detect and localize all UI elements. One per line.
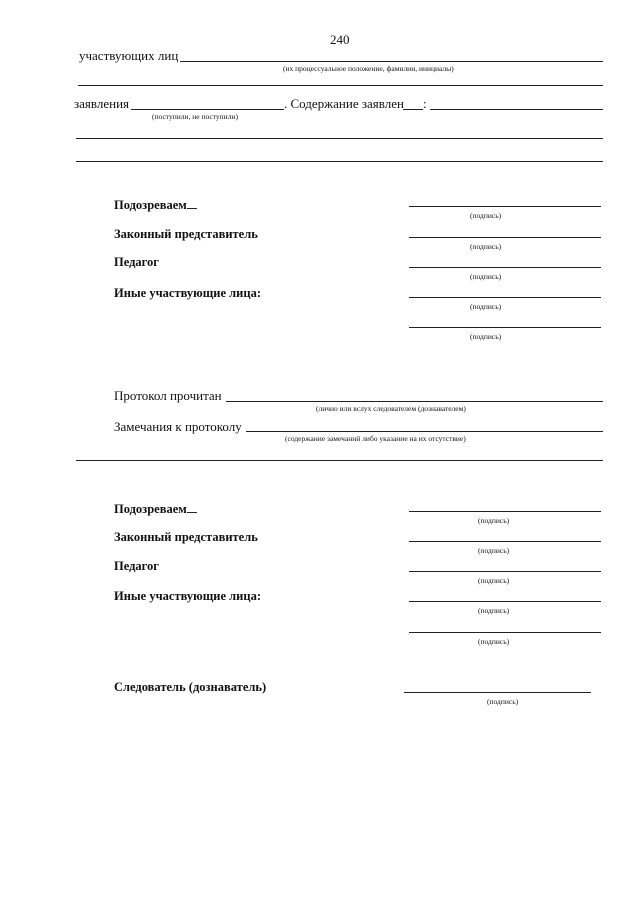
others-sig-line-1b[interactable] — [409, 327, 601, 328]
others-sig-caption-1b: (подпись) — [470, 332, 502, 341]
protocol-read-line[interactable] — [226, 401, 603, 402]
others-sig-line-2a[interactable] — [409, 601, 601, 602]
teacher-label-2: Педагог — [114, 559, 159, 573]
content-line[interactable] — [430, 109, 603, 110]
investigator-sig-caption: (подпись) — [487, 697, 519, 706]
content-label: . Содержание заявлен — [284, 96, 404, 111]
statements-line[interactable] — [131, 109, 284, 110]
content-line-2[interactable] — [76, 138, 603, 139]
remarks-label: Замечания к протоколу — [114, 419, 242, 434]
others-sig-caption-2b: (подпись) — [478, 637, 510, 646]
teacher-sig-line-2[interactable] — [409, 571, 601, 572]
others-sig-line-2b[interactable] — [409, 632, 601, 633]
others-sig-line-1a[interactable] — [409, 297, 601, 298]
suspect-sig-line-2[interactable] — [409, 511, 601, 512]
remarks-line[interactable] — [246, 431, 603, 432]
statements-label: заявления — [74, 96, 130, 111]
suspect-label-2: Подозреваем — [114, 500, 197, 517]
suspect-sig-caption-2: (подпись) — [478, 516, 510, 525]
participants-line[interactable] — [180, 61, 603, 62]
legal-rep-sig-caption-1: (подпись) — [470, 242, 502, 251]
teacher-sig-caption-1: (подпись) — [470, 272, 502, 281]
suspect-sig-caption-1: (подпись) — [470, 211, 502, 220]
others-sig-caption-1a: (подпись) — [470, 302, 502, 311]
participants-line-2[interactable] — [78, 85, 603, 86]
participants-label: участвующих лиц — [79, 48, 179, 63]
suspect-label-1: Подозреваем — [114, 196, 197, 213]
legal-rep-sig-caption-2: (подпись) — [478, 546, 510, 555]
others-label-1: Иные участвующие лица: — [114, 286, 261, 300]
investigator-sig-line[interactable] — [404, 692, 591, 693]
content-line-3[interactable] — [76, 161, 603, 162]
teacher-sig-caption-2: (подпись) — [478, 576, 510, 585]
participants-caption: (их процессуальное положение, фамилии, инициалы) — [283, 64, 454, 73]
page-number: 240 — [330, 32, 350, 47]
investigator-label: Следователь (дознаватель) — [114, 680, 267, 694]
statements-caption: (поступили, не поступили) — [152, 112, 238, 121]
content-colon: : — [423, 96, 427, 111]
legal-rep-sig-line-2[interactable] — [409, 541, 601, 542]
remarks-line-2[interactable] — [76, 460, 603, 461]
content-short-line[interactable] — [403, 109, 423, 110]
legal-rep-label-1: Законный представитель — [114, 227, 258, 241]
remarks-caption: (содержание замечаний либо указание на их отсутствие) — [285, 434, 466, 443]
legal-rep-sig-line-1[interactable] — [409, 237, 601, 238]
protocol-read-label: Протокол прочитан — [114, 388, 222, 403]
others-label-2: Иные участвующие лица: — [114, 589, 261, 603]
teacher-label-1: Педагог — [114, 255, 159, 269]
legal-rep-label-2: Законный представитель — [114, 530, 258, 544]
teacher-sig-line-1[interactable] — [409, 267, 601, 268]
suspect-sig-line-1[interactable] — [409, 206, 601, 207]
protocol-read-caption: (лично или вслух следователем (дознавателем) — [316, 404, 466, 413]
others-sig-caption-2a: (подпись) — [478, 606, 510, 615]
